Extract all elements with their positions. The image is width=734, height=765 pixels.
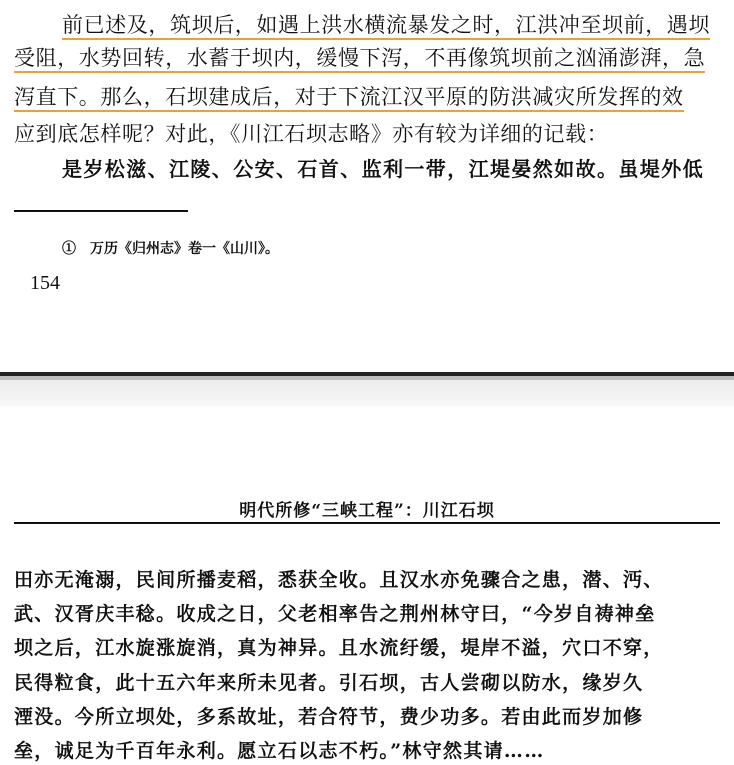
- bottom-book-page: [0, 406, 734, 765]
- footnote-divider: [14, 210, 188, 212]
- page-separator: [0, 372, 734, 406]
- paragraph-line-2: 受阻，水势回转，水蓄于坝内，缓慢下泻，不再像筑坝前之汹涌澎湃，急: [14, 45, 705, 73]
- quote-line: 坝之后，江水旋涨旋消，真为神异。且水流纡缓，堤岸不溢，穴口不穿，: [14, 637, 664, 659]
- header-divider: [14, 522, 720, 524]
- quote-line: 武、汉胥庆丰稔。收成之日，父老相率告之荆州林守曰，“今岁自祷神垒: [14, 603, 656, 625]
- paragraph-line-1: 前已述及，筑坝后，如遇上洪水横流暴发之时，江洪冲至坝前，遇坝: [62, 12, 710, 40]
- page-number: 154: [30, 272, 60, 294]
- quote-line: 田亦无淹溺，民间所播麦稻，悉获全收。且汉水亦免骤合之患，潜、沔、: [14, 569, 664, 591]
- quote-line: 垒，诚足为千百年永利。愿立石以志不朽。”林守然其请……: [14, 740, 545, 762]
- quote-line-1: 是岁松滋、江陵、公安、石首、监利一带，江堤晏然如故。虽堤外低: [62, 157, 704, 181]
- paragraph-line-3: 泻直下。那么，石坝建成后，对于下流江汉平原的防洪减灾所发挥的效: [14, 84, 684, 112]
- quote-line: 湮没。今所立坝处，多系故址，若合符节，费少功多。若由此而岁加修: [14, 706, 644, 728]
- paragraph-line-4: 应到底怎样呢？对此，《川江石坝志略》亦有较为详细的记载：: [14, 122, 609, 146]
- footnote: ① 万历《归州志》卷一《山川》。: [62, 241, 279, 257]
- top-book-page: [0, 0, 734, 372]
- running-header: 明代所修“三峡工程”：川江石坝: [239, 501, 495, 521]
- quote-line: 民得粒食，此十五六年来所未见者。引石坝，古人尝砌以防水，缘岁久: [14, 672, 644, 694]
